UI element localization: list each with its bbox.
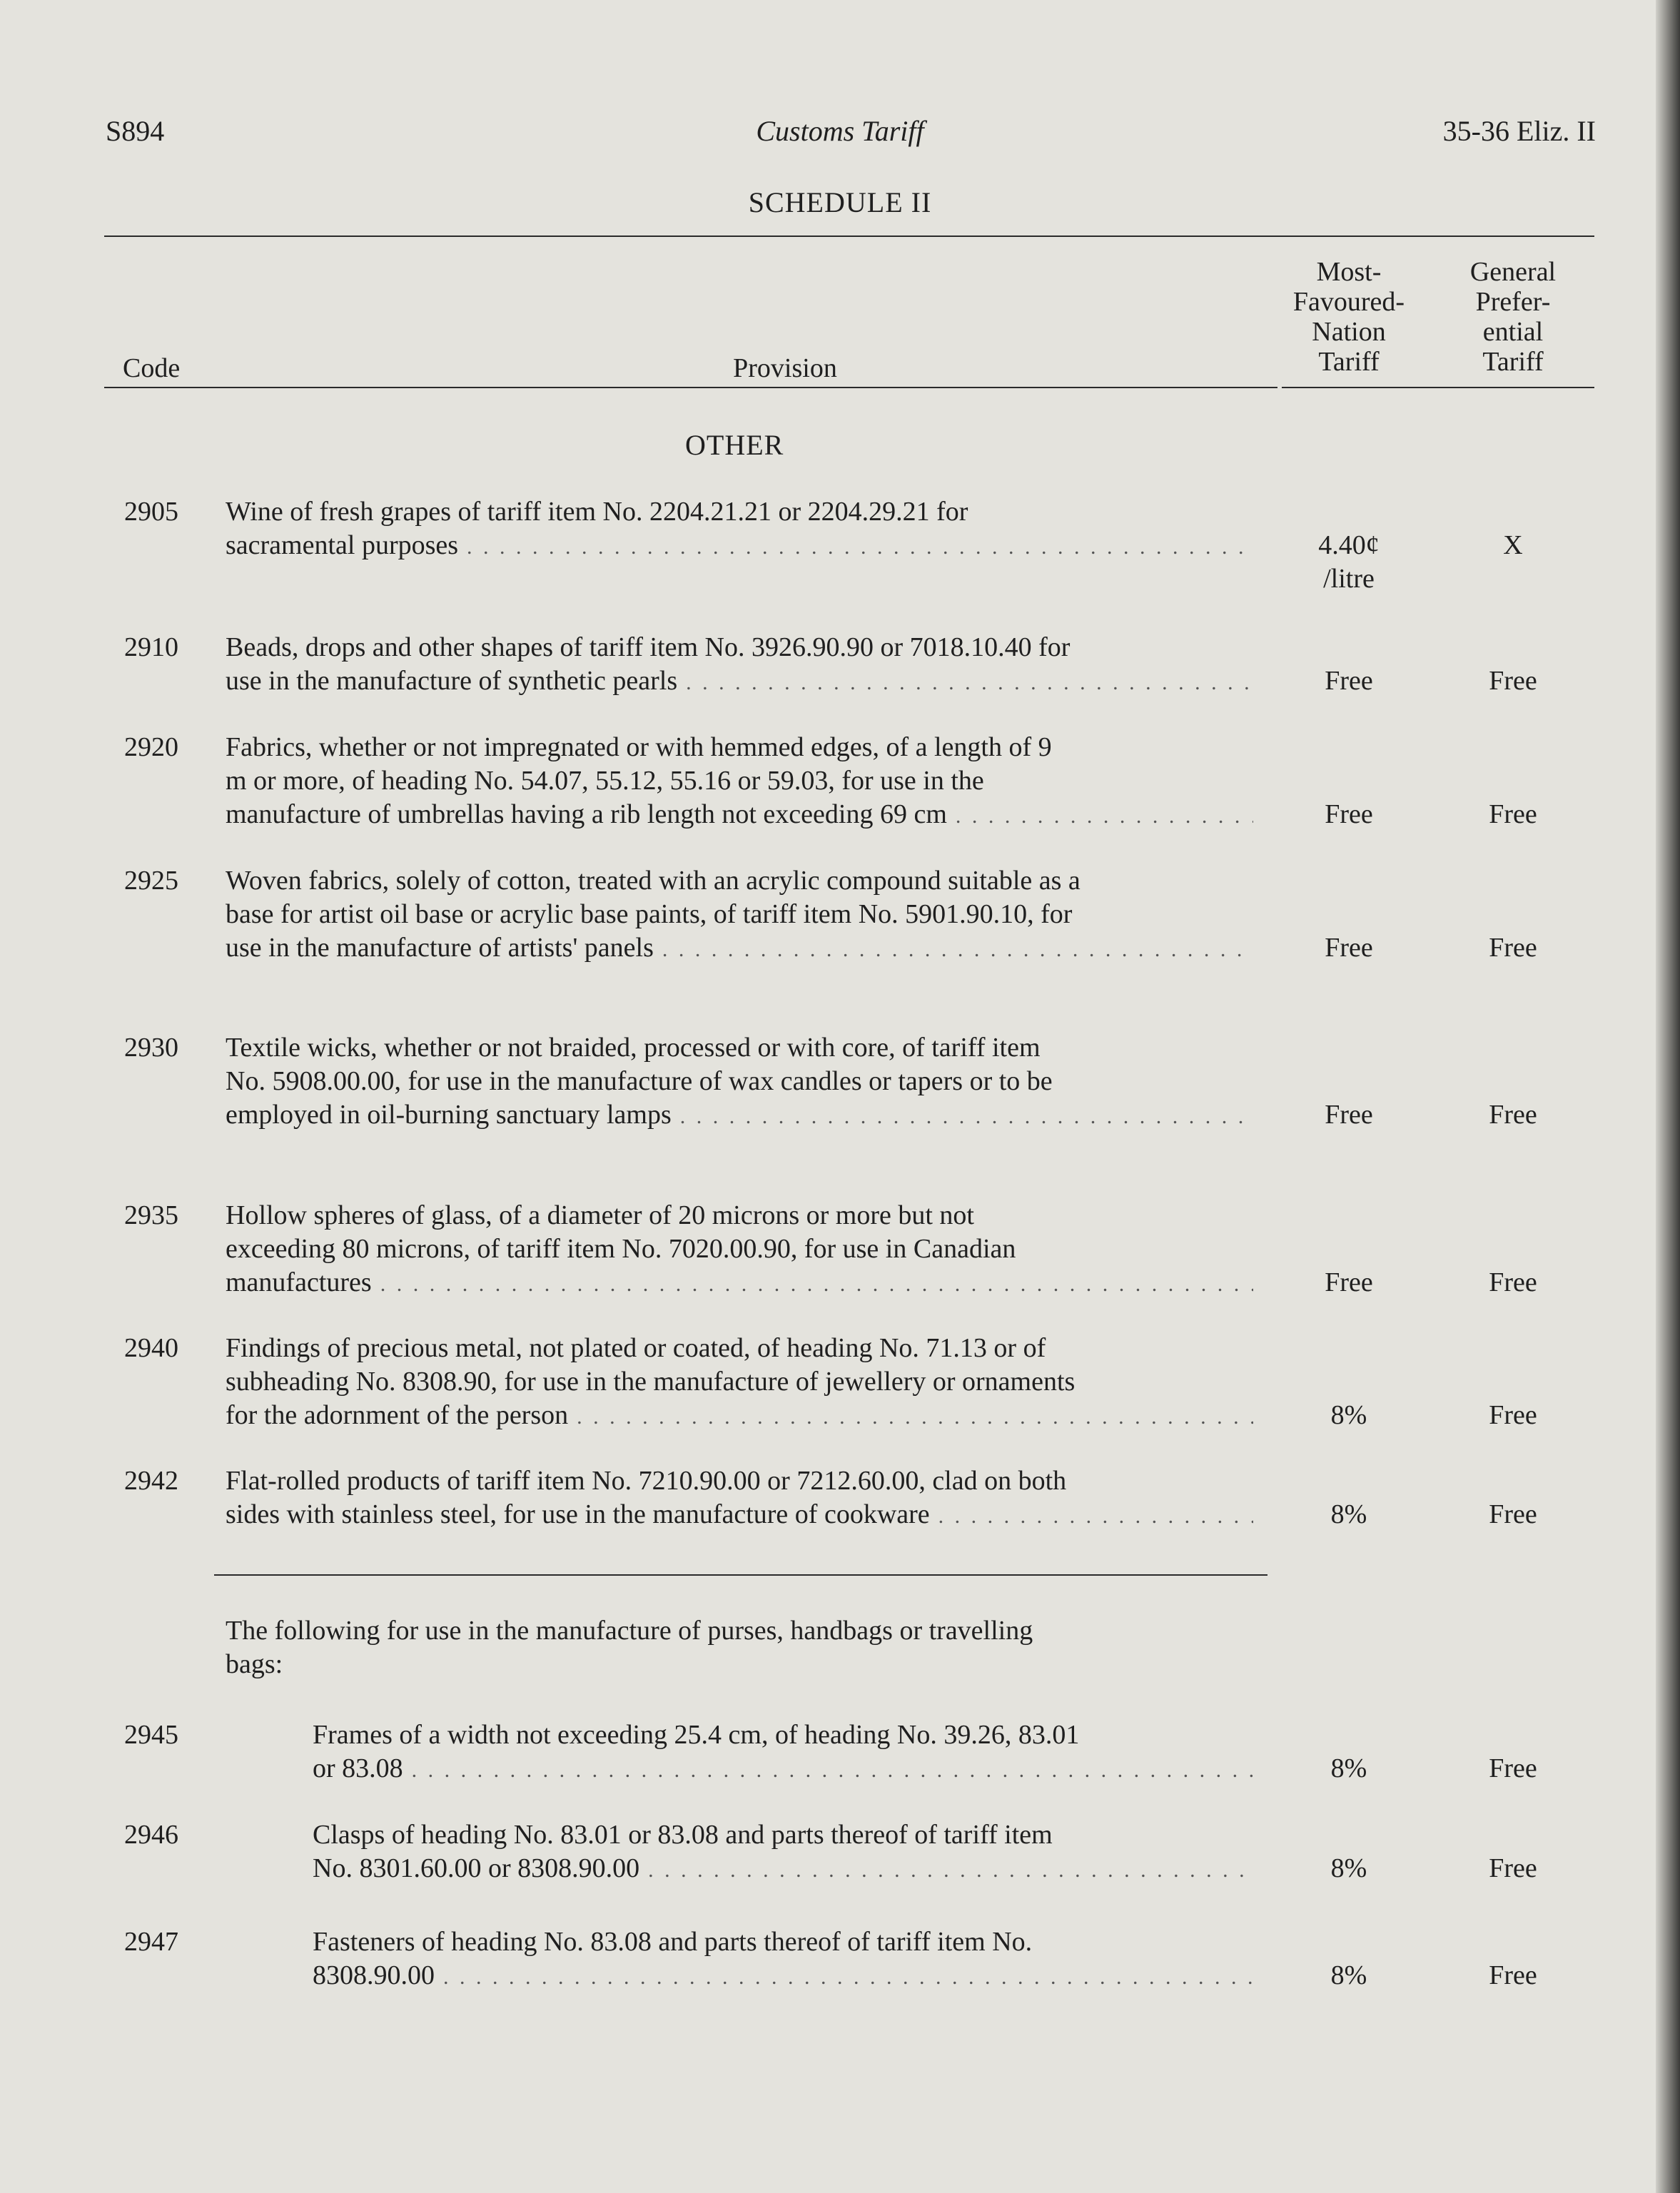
provision-text: Wine of fresh grapes of tariff item No. 2204.21.21 or 2204.29.21 for sacramental purposes . . . <box>226 495 1253 564</box>
dot-leader <box>686 666 1253 699</box>
section-divider <box>214 1574 1267 1576</box>
provision-text: Fasteners of heading No. 83.08 and parts thereof of tariff item No. 8308.90.00 . . . <box>313 1925 1253 1994</box>
gpt-rate: Free <box>1489 1499 1537 1529</box>
dot-leader <box>467 530 1253 564</box>
gpt-rate: Free <box>1489 1400 1537 1430</box>
page-edge <box>1656 0 1680 2193</box>
dot-leader <box>577 1400 1253 1434</box>
provision-text: Findings of precious metal, not plated or coated, of heading No. 71.13 or of subheading No. 8308.90, for use in the manufacture of jewellery or ornaments for the adornment of the person . . . <box>226 1332 1253 1434</box>
gpt-rate: Free <box>1489 666 1537 696</box>
tariff-code: 2925 <box>124 866 178 896</box>
schedule-title: SCHEDULE II <box>748 186 932 218</box>
dot-leader <box>662 933 1253 966</box>
provision-text: Textile wicks, whether or not braided, processed or with core, of tariff item No. 5908.00.00, for use in the manufacture of wax candles or tapers or to be employed in oil-burning sanctuary lamps . . . <box>226 1031 1253 1133</box>
column-header-code: Code <box>123 353 181 383</box>
regnal-year: 35-36 Eliz. II <box>1442 115 1596 147</box>
column-header-gpt: General Prefer- ential Tariff <box>1469 257 1557 377</box>
provision-text: Frames of a width not exceeding 25.4 cm, of heading No. 39.26, 83.01 or 83.08 . . . <box>313 1718 1253 1787</box>
tariff-code: 2942 <box>124 1466 178 1496</box>
gpt-rate: Free <box>1489 799 1537 829</box>
table-top-rule <box>104 235 1594 237</box>
mfn-rate: 8% <box>1330 1753 1367 1783</box>
mfn-rate: Free <box>1325 1267 1373 1297</box>
gpt-rate: Free <box>1489 1267 1537 1297</box>
dot-leader <box>938 1499 1253 1533</box>
provision-text: Fabrics, whether or not impregnated or with hemmed edges, of a length of 9 m or more, of heading No. 54.07, 55.12, 55.16 or 59.03, for use in the manufacture of umbrellas having a rib length not exceeding 69 cm . . . <box>226 731 1253 833</box>
mfn-rate: 4.40¢ /litre <box>1318 530 1380 594</box>
tariff-code: 2947 <box>124 1927 178 1957</box>
column-header-provision: Provision <box>733 353 837 383</box>
mfn-rate: 8% <box>1330 1400 1367 1430</box>
dot-leader <box>380 1267 1253 1301</box>
mfn-rate: Free <box>1325 666 1373 696</box>
tariff-code: 2905 <box>124 497 178 527</box>
gpt-rate: Free <box>1489 1753 1537 1783</box>
provision-text: Clasps of heading No. 83.01 or 83.08 and parts thereof of tariff item No. 8301.60.00 or 8308.90.00 . . . <box>313 1818 1253 1887</box>
tariff-code: 2920 <box>124 732 178 762</box>
dot-leader <box>443 1960 1253 1994</box>
dot-leader <box>956 799 1253 833</box>
mfn-rate: Free <box>1325 799 1373 829</box>
provision-text: Flat-rolled products of tariff item No. 7210.90.00 or 7212.60.00, clad on both sides with stainless steel, for use in the manufacture of cookware . . . <box>226 1464 1253 1533</box>
tariff-code: 2935 <box>124 1200 178 1230</box>
mfn-rate: 8% <box>1330 1853 1367 1883</box>
mfn-rate: Free <box>1325 933 1373 963</box>
dot-leader <box>412 1753 1253 1787</box>
tariff-code: 2946 <box>124 1820 178 1850</box>
header-rule-left <box>104 387 1277 388</box>
tariff-code: 2930 <box>124 1033 178 1063</box>
gpt-rate: Free <box>1489 1853 1537 1883</box>
dot-leader <box>648 1853 1253 1887</box>
mfn-rate: Free <box>1325 1100 1373 1130</box>
gpt-rate: Free <box>1489 1100 1537 1130</box>
dot-leader <box>680 1100 1253 1133</box>
provision-text: Woven fabrics, solely of cotton, treated with an acrylic compound suitable as a base for artist oil base or acrylic base paints, of tariff item No. 5901.90.10, for use in the manufacture of artists' panels . . . <box>226 864 1253 966</box>
document-title: Customs Tariff <box>756 115 924 147</box>
page-number: S894 <box>106 115 165 147</box>
gpt-rate: Free <box>1489 1960 1537 1990</box>
header-rule-right <box>1282 387 1594 388</box>
tariff-code: 2940 <box>124 1333 178 1363</box>
mfn-rate: 8% <box>1330 1960 1367 1990</box>
mfn-rate: 8% <box>1330 1499 1367 1529</box>
tariff-code: 2945 <box>124 1720 178 1750</box>
gpt-rate: X <box>1503 530 1523 560</box>
provision-text: Beads, drops and other shapes of tariff item No. 3926.90.90 or 7018.10.40 for use in the manufacture of synthetic pearls . . . <box>226 631 1253 699</box>
column-header-mfn: Most- Favoured- Nation Tariff <box>1292 257 1405 377</box>
provision-text: Hollow spheres of glass, of a diameter of 20 microns or more but not exceeding 80 microns, of tariff item No. 7020.00.90, for use in Canadian manufactures . . . <box>226 1199 1253 1301</box>
purses-intro-note: The following for use in the manufacture of purses, handbags or travelling bags: <box>226 1616 1033 1679</box>
gpt-rate: Free <box>1489 933 1537 963</box>
section-title: OTHER <box>685 429 784 461</box>
tariff-code: 2910 <box>124 632 178 662</box>
